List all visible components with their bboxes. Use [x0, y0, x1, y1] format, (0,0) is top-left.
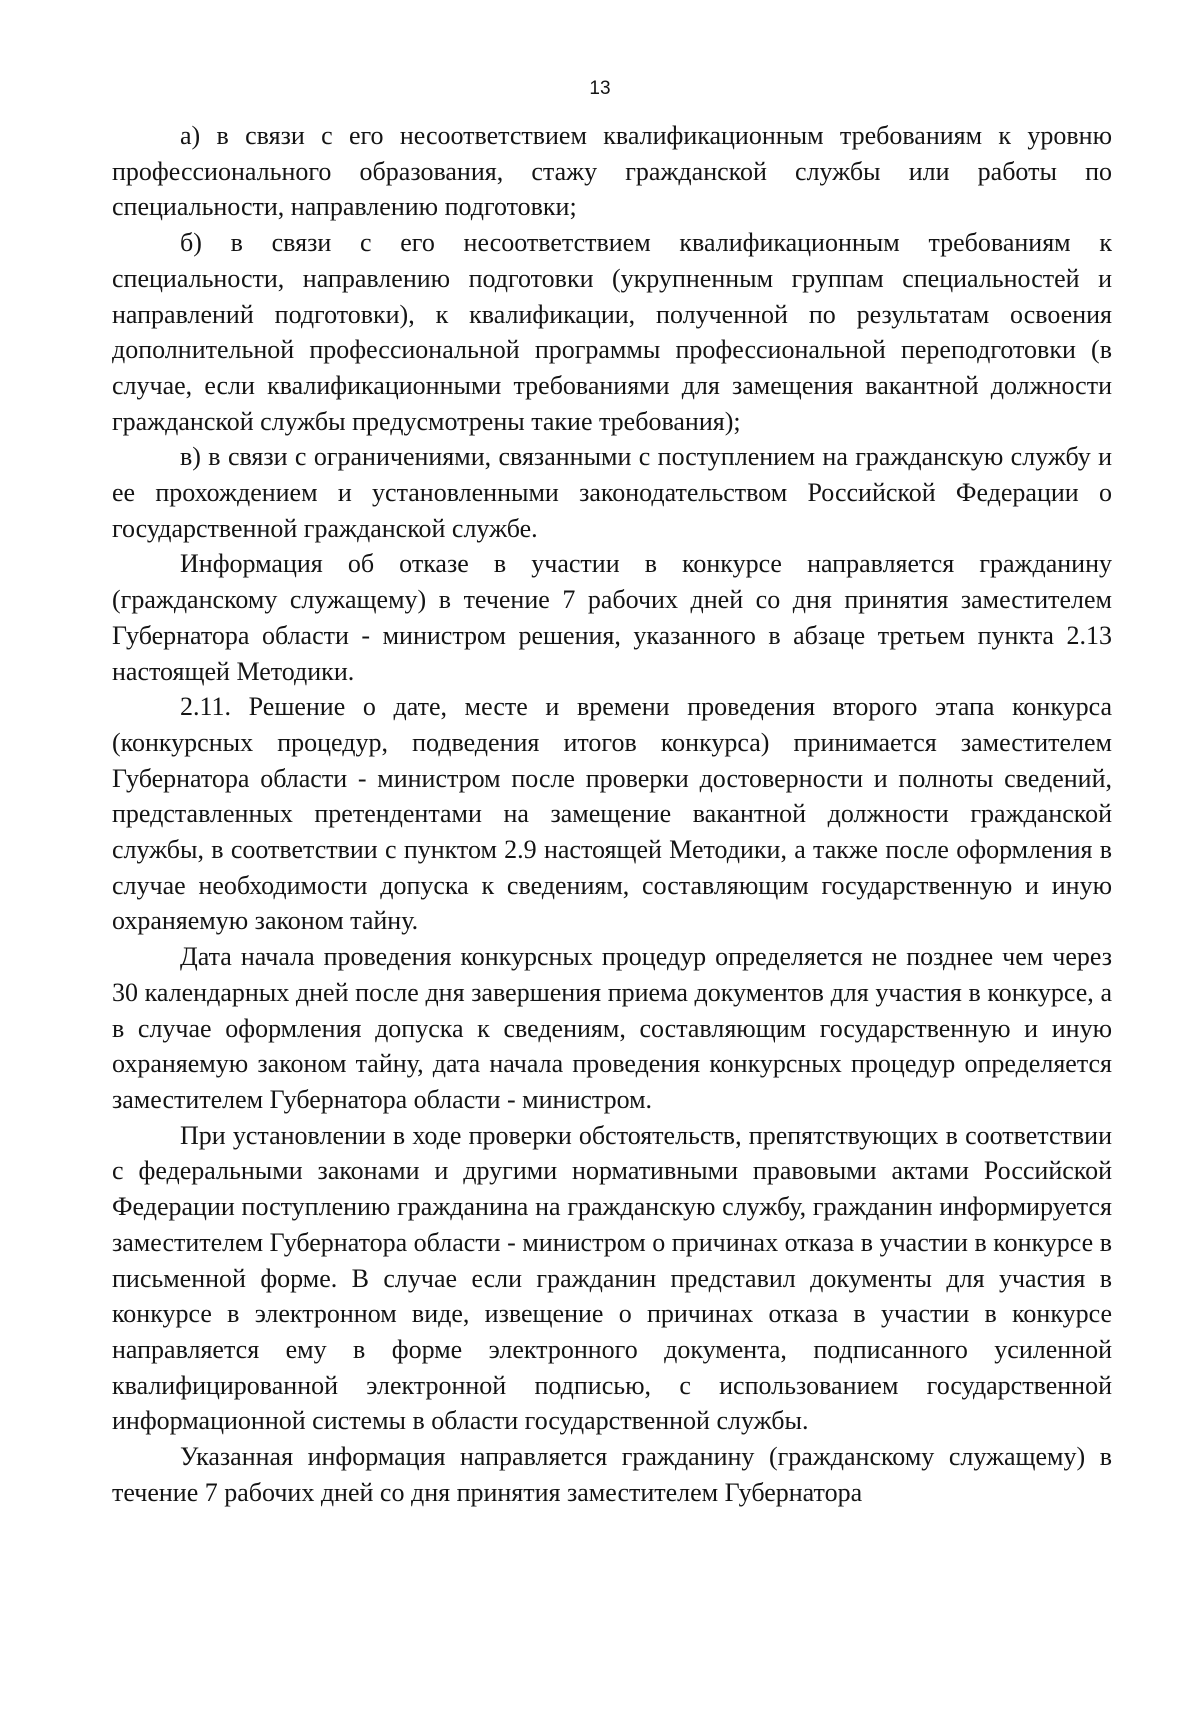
paragraph-item-c: в) в связи с ограничениями, связанными с поступлением на гражданскую службу и ее прохождением и установленными законодательством Российской Федерации о государственной гражданской службе.	[112, 442, 1112, 543]
paragraph-information-sent: Указанная информация направляется гражданину (гражданскому служащему) в течение 7 рабочих дней со дня принятия заместителем Губернатора	[112, 1442, 1112, 1507]
page-number: 13	[589, 78, 611, 99]
paragraph-item-b: б) в связи с его несоответствием квалификационным требованиям к специальности, направлению подготовки (укрупненным группам специальностей и направлений подготовки), к квалификации, полученной по результатам освоения дополнительной профессиональной программы профессиональной переподготовки (в случае, если квалификационными требованиями для замещения вакантной должности гражданской службы предусмотрены такие требования);	[112, 228, 1112, 436]
document-body	[112, 118, 1112, 1510]
paragraph-refusal-info: Информация об отказе в участии в конкурсе направляется гражданину (гражданскому служащему) в течение 7 рабочих дней со дня принятия заместителем Губернатора области - министром решения, указанного в абзаце третьем пункта 2.13 настоящей Методики.	[112, 549, 1112, 686]
paragraph-start-date: Дата начала проведения конкурсных процедур определяется не позднее чем через 30 календарных дней после дня завершения приема документов для участия в конкурсе, а в случае оформления допуска к сведениям, составляющим государственную и иную охраняемую законом тайну, дата начала проведения конкурсных процедур определяется заместителем Губернатора области - министром.	[112, 942, 1112, 1114]
paragraph-circumstances: При установлении в ходе проверки обстоятельств, препятствующих в соответствии с федеральными законами и другими нормативными правовыми актами Российской Федерации поступлению гражданина на гражданскую службу, гражданин информируется заместителем Губернатора области - министром о причинах отказа в участии в конкурсе в письменной форме. В случае если гражданин представил документы для участия в конкурсе в электронном виде, извещение о причинах отказа в участии в конкурсе направляется ему в форме электронного документа, подписанного усиленной квалифицированной электронной подписью, с использованием государственной информационной системы в области государственной службы.	[112, 1120, 1112, 1436]
paragraph-item-a: а) в связи с его несоответствием квалификационным требованиям к уровню профессионального образования, стажу гражданской службы или работы по специальности, направлению подготовки;	[112, 121, 1112, 222]
paragraph-section-2-11: 2.11. Решение о дате, месте и времени проведения второго этапа конкурса (конкурсных процедур, подведения итогов конкурса) принимается заместителем Губернатора области - министром после проверки достоверности и полноты сведений, представленных претендентами на замещение вакантной должности гражданской службы, в соответствии с пунктом 2.9 настоящей Методики, а также после оформления в случае необходимости допуска к сведениям, составляющим государственную и иную охраняемую законом тайну.	[112, 692, 1112, 936]
